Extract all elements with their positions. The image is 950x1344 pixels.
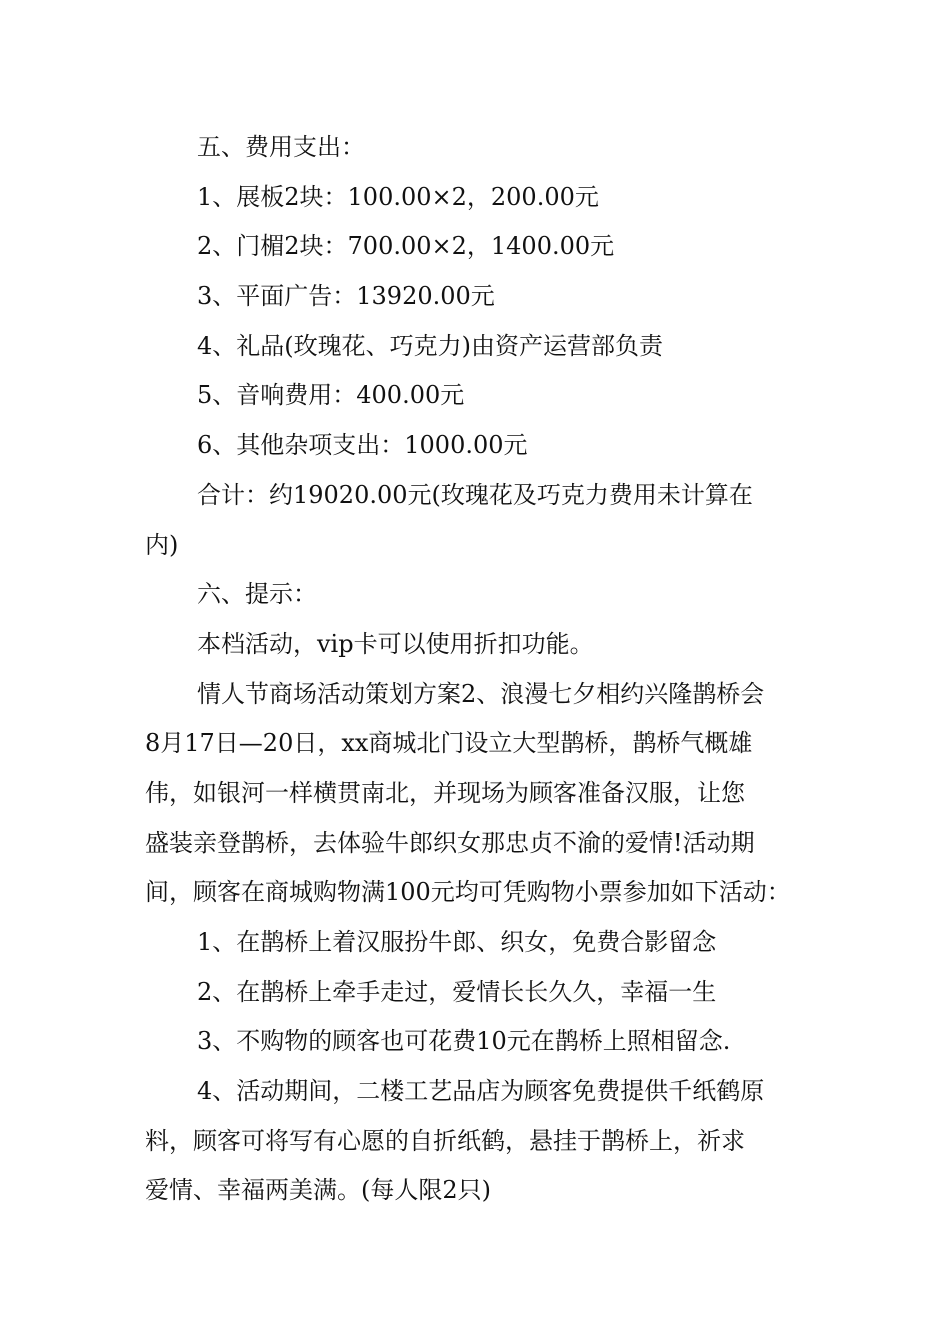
section-heading-tips: 六、提示： [197,580,317,609]
expense-item-6: 6、其他杂项支出：1000.00元 [197,431,528,460]
activity-item-4-continued: 爱情、幸福两美满。(每人限2只) [145,1176,491,1205]
total-line: 合计：约19020.00元(玫瑰花及巧克力费用未计算在 [197,480,753,509]
expense-item-3: 3、平面广告：13920.00元 [197,282,495,311]
activity-item-2: 2、在鹊桥上牵手走过，爱情长长久久，幸福一生 [197,977,717,1006]
plan-2-title: 情人节商场活动策划方案2、浪漫七夕相约兴隆鹊桥会 [197,679,765,708]
expense-item-4: 4、礼品(玫瑰花、巧克力)由资产运营部负责 [197,331,663,360]
expense-item-2: 2、门楣2块：700.00×2，1400.00元 [197,232,615,261]
expense-item-5: 5、音响费用：400.00元 [197,381,465,410]
paragraph-line: 伟，如银河一样横贯南北，并现场为顾客准备汉服，让您 [145,778,745,807]
activity-item-4-continued: 料，顾客可将写有心愿的自折纸鹤，悬挂于鹊桥上，祈求 [145,1126,745,1155]
total-line-continued: 内) [145,530,179,559]
paragraph-line: 盛装亲登鹊桥，去体验牛郎织女那忠贞不渝的爱情!活动期 [145,828,755,857]
tips-text: 本档活动，vip卡可以使用折扣功能。 [197,629,594,658]
section-heading-expenses: 五、费用支出： [197,133,365,161]
activity-item-4: 4、活动期间，二楼工艺品店为顾客免费提供千纸鹤原 [197,1077,765,1106]
document-body [145,123,825,1216]
activity-item-1: 1、在鹊桥上着汉服扮牛郎、织女，免费合影留念 [197,928,717,956]
expense-item-1: 1、展板2块：100.00×2，200.00元 [197,182,599,211]
activity-item-3: 3、不购物的顾客也可花费10元在鹊桥上照相留念. [197,1027,731,1056]
paragraph-line: 间，顾客在商城购物满100元均可凭购物小票参加如下活动： [145,878,791,907]
paragraph-line: 8月17日—20日，xx商城北门设立大型鹊桥，鹊桥气概雄 [145,729,753,758]
